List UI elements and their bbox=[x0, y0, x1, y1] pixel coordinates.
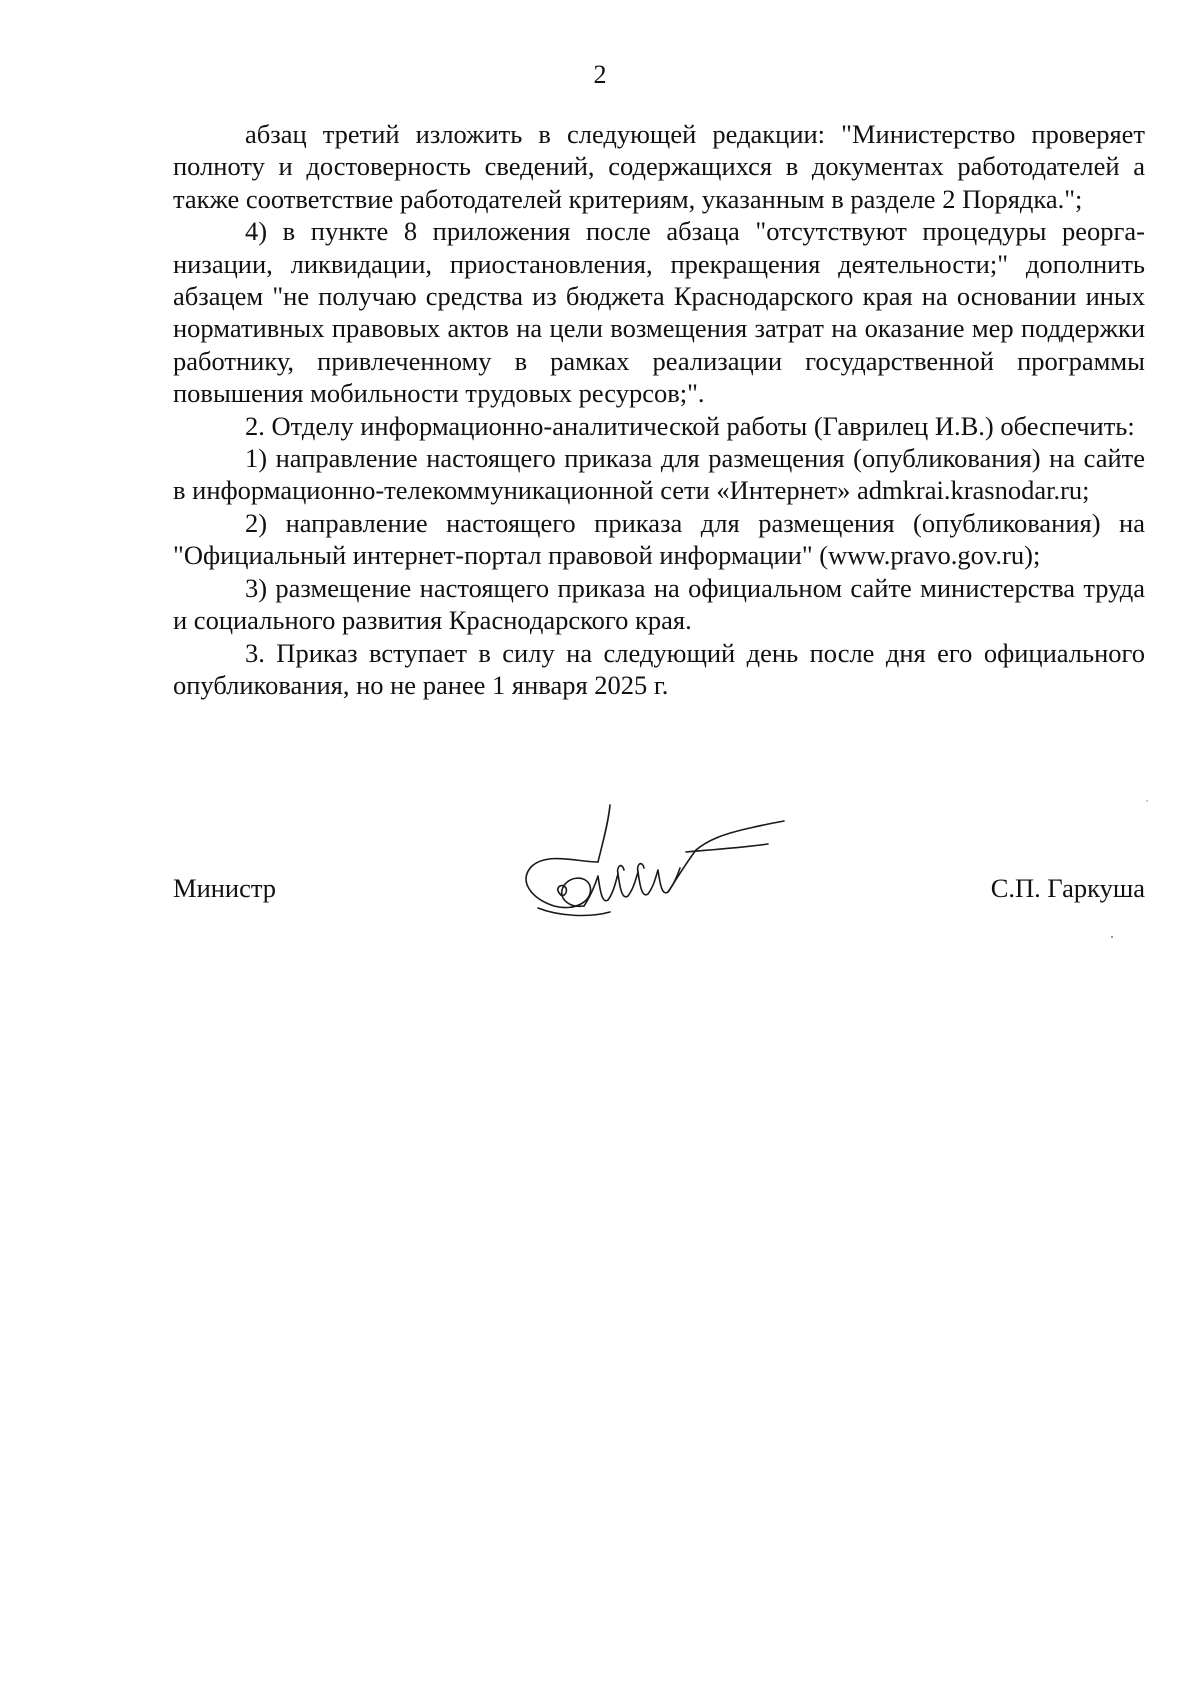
signatory-title: Министр bbox=[173, 873, 277, 903]
page-number: 2 bbox=[593, 60, 607, 89]
document-body bbox=[173, 118, 1145, 701]
paragraph-item-3: 3. Приказ вступает в силу на следующий день после дня его официального опубликования, но не ранее 1 января 2025 г. bbox=[173, 637, 1145, 700]
paragraph-amendment-item-4: 4) в пункте 8 приложения после абзаца "отсутствуют процедуры реорганизации, ликвидации, приостановления, прекращения деятельности;" дополнить абзацем "не получаю средства из бюджета Краснодарского края на основании иных нормативных правовых актов на цели возмещения затрат на оказание мер поддержки работнику, привлеченному в рамках реализации государственной программы повышения мобильности трудовых ресурсов;". bbox=[173, 216, 1145, 409]
handwritten-signature bbox=[518, 800, 788, 925]
paragraph-amendment-third: абзац третий изложить в следующей редакции: "Министерство проверяет полноту и достоверность сведений, содержащихся в документах работодателей а также соответствие работодателей критериям, указанным в разделе 2 Порядка."; bbox=[173, 119, 1145, 214]
paragraph-item-2: 2. Отделу информационно-аналитической работы (Гаврилец И.В.) обеспечить: bbox=[245, 410, 1135, 441]
paragraph-subitem-3: 3) размещение настоящего приказа на официальном сайте министерства труда и социального развития Краснодарского края. bbox=[173, 572, 1145, 636]
scan-speck bbox=[1111, 936, 1113, 938]
paragraph-subitem-2: 2) направление настоящего приказа для размещения (опубликования) на "Официальный интернет-портал правовой информации" (www.pravo.gov.ru); bbox=[173, 507, 1145, 571]
signatory-name: С.П. Гаркуша bbox=[990, 873, 1145, 903]
scan-speck bbox=[1146, 800, 1148, 802]
paragraph-subitem-1: 1) направление настоящего приказа для размещения (опубликования) на сайте в информационно-телекоммуникационной сети «Интернет» admkrai.krasnodar.ru; bbox=[173, 443, 1145, 506]
